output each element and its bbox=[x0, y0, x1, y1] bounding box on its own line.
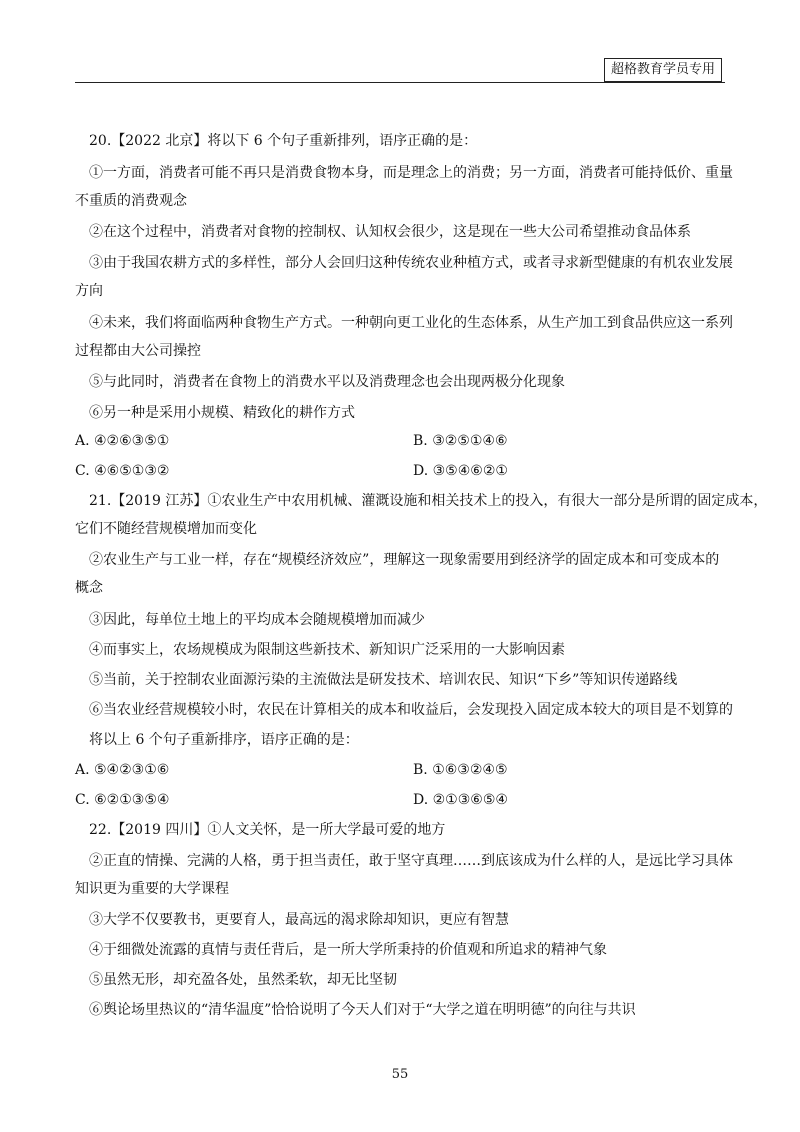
q22-sentence-6: ⑥舆论场里热议的“清华温度”恰恰说明了今天人们对于“大学之道在明明德”的向往与共识 bbox=[89, 1002, 636, 1018]
q22-sentence-5: ⑤虽然无形，却充盈各处，虽然柔软，却无比坚韧 bbox=[89, 972, 397, 988]
q22-sentence-2-cont: 知识更为重要的大学课程 bbox=[75, 881, 229, 897]
q20-sentence-3: ③由于我国农耕方式的多样性，部分人会回归这种传统农业种植方式，或者寻求新型健康的有机农业发展 bbox=[89, 255, 733, 271]
q21-sentence-6: ⑥当农业经营规模较小时，农民在计算相关的成本和收益后，会发现投入固定成本较大的项目是不划算的 bbox=[89, 702, 733, 718]
header-tag: 超格教育学员专用 bbox=[604, 58, 722, 82]
q21-sentence-4: ④而事实上，农场规模成为限制这些新技术、新知识广泛采用的一大影响因素 bbox=[89, 642, 565, 658]
q20-option-d[interactable]: D. ③⑤④⑥②① bbox=[413, 463, 508, 479]
page-number: 55 bbox=[391, 1067, 409, 1082]
q20-sentence-6: ⑥另一种是采用小规模、精致化的耕作方式 bbox=[89, 405, 355, 421]
q21-option-c[interactable]: C. ⑥②①③⑤④ bbox=[75, 792, 170, 808]
question-21-prompt: 将以上 6 个句子重新排序，语序正确的是： bbox=[89, 732, 359, 748]
q20-option-c[interactable]: C. ④⑥⑤①③② bbox=[75, 463, 170, 479]
q20-sentence-4: ④未来，我们将面临两种食物生产方式。一种朝向更工业化的生态体系，从生产加工到食品供应这一系列 bbox=[89, 315, 733, 331]
q21-option-d[interactable]: D. ②①③⑥⑤④ bbox=[413, 792, 508, 808]
q21-option-a[interactable]: A. ⑤④②③①⑥ bbox=[75, 762, 170, 778]
q20-sentence-1: ①一方面，消费者可能不再只是消费食物本身，而是理念上的消费；另一方面，消费者可能持低价、重量 bbox=[89, 165, 733, 181]
question-21-stem: 21.【2019 江苏】①农业生产中农用机械、灌溉设施和相关技术上的投入，有很大一部分是所谓的固定成本， bbox=[89, 493, 768, 509]
q20-sentence-4-cont: 过程都由大公司操控 bbox=[75, 343, 201, 359]
q21-option-b[interactable]: B. ①⑥③②④⑤ bbox=[413, 762, 508, 778]
q21-sentence-2: ②农业生产与工业一样，存在“规模经济效应”，理解这一现象需要用到经济学的固定成本和可变成本的 bbox=[89, 552, 720, 568]
q20-option-b[interactable]: B. ③②⑤①④⑥ bbox=[413, 433, 508, 449]
q20-sentence-2: ②在这个过程中，消费者对食物的控制权、认知权会很少，这是现在一些大公司希望推动食品体系 bbox=[89, 224, 691, 240]
q20-sentence-3-cont: 方向 bbox=[75, 283, 103, 299]
q21-sentence-2-cont: 概念 bbox=[75, 580, 103, 596]
q22-sentence-4: ④于细微处流露的真情与责任背后，是一所大学所秉持的价值观和所追求的精神气象 bbox=[89, 942, 607, 958]
q20-sentence-1-cont: 不重质的消费观念 bbox=[75, 193, 187, 209]
q22-sentence-2: ②正直的情操、完满的人格，勇于担当责任，敢于坚守真理……到底该成为什么样的人，是远比学习具体 bbox=[89, 853, 733, 869]
q20-sentence-5: ⑤与此同时，消费者在食物上的消费水平以及消费理念也会出现两极分化现象 bbox=[89, 374, 565, 390]
q20-option-a[interactable]: A. ④②⑥③⑤① bbox=[75, 433, 170, 449]
q21-sentence-3: ③因此，每单位土地上的平均成本会随规模增加而减少 bbox=[89, 612, 425, 628]
question-20-stem: 20.【2022 北京】将以下 6 个句子重新排列，语序正确的是： bbox=[89, 133, 478, 149]
question-22-stem: 22.【2019 四川】①人文关怀，是一所大学最可爱的地方 bbox=[89, 822, 446, 838]
header-rule bbox=[75, 82, 725, 83]
q22-sentence-3: ③大学不仅要教书，更要育人，最高远的渴求除却知识，更应有智慧 bbox=[89, 912, 509, 928]
question-21-stem-cont: 它们不随经营规模增加而变化 bbox=[75, 521, 257, 537]
q21-sentence-5: ⑤当前，关于控制农业面源污染的主流做法是研发技术、培训农民、知识“下乡”等知识传递路线 bbox=[89, 672, 678, 688]
